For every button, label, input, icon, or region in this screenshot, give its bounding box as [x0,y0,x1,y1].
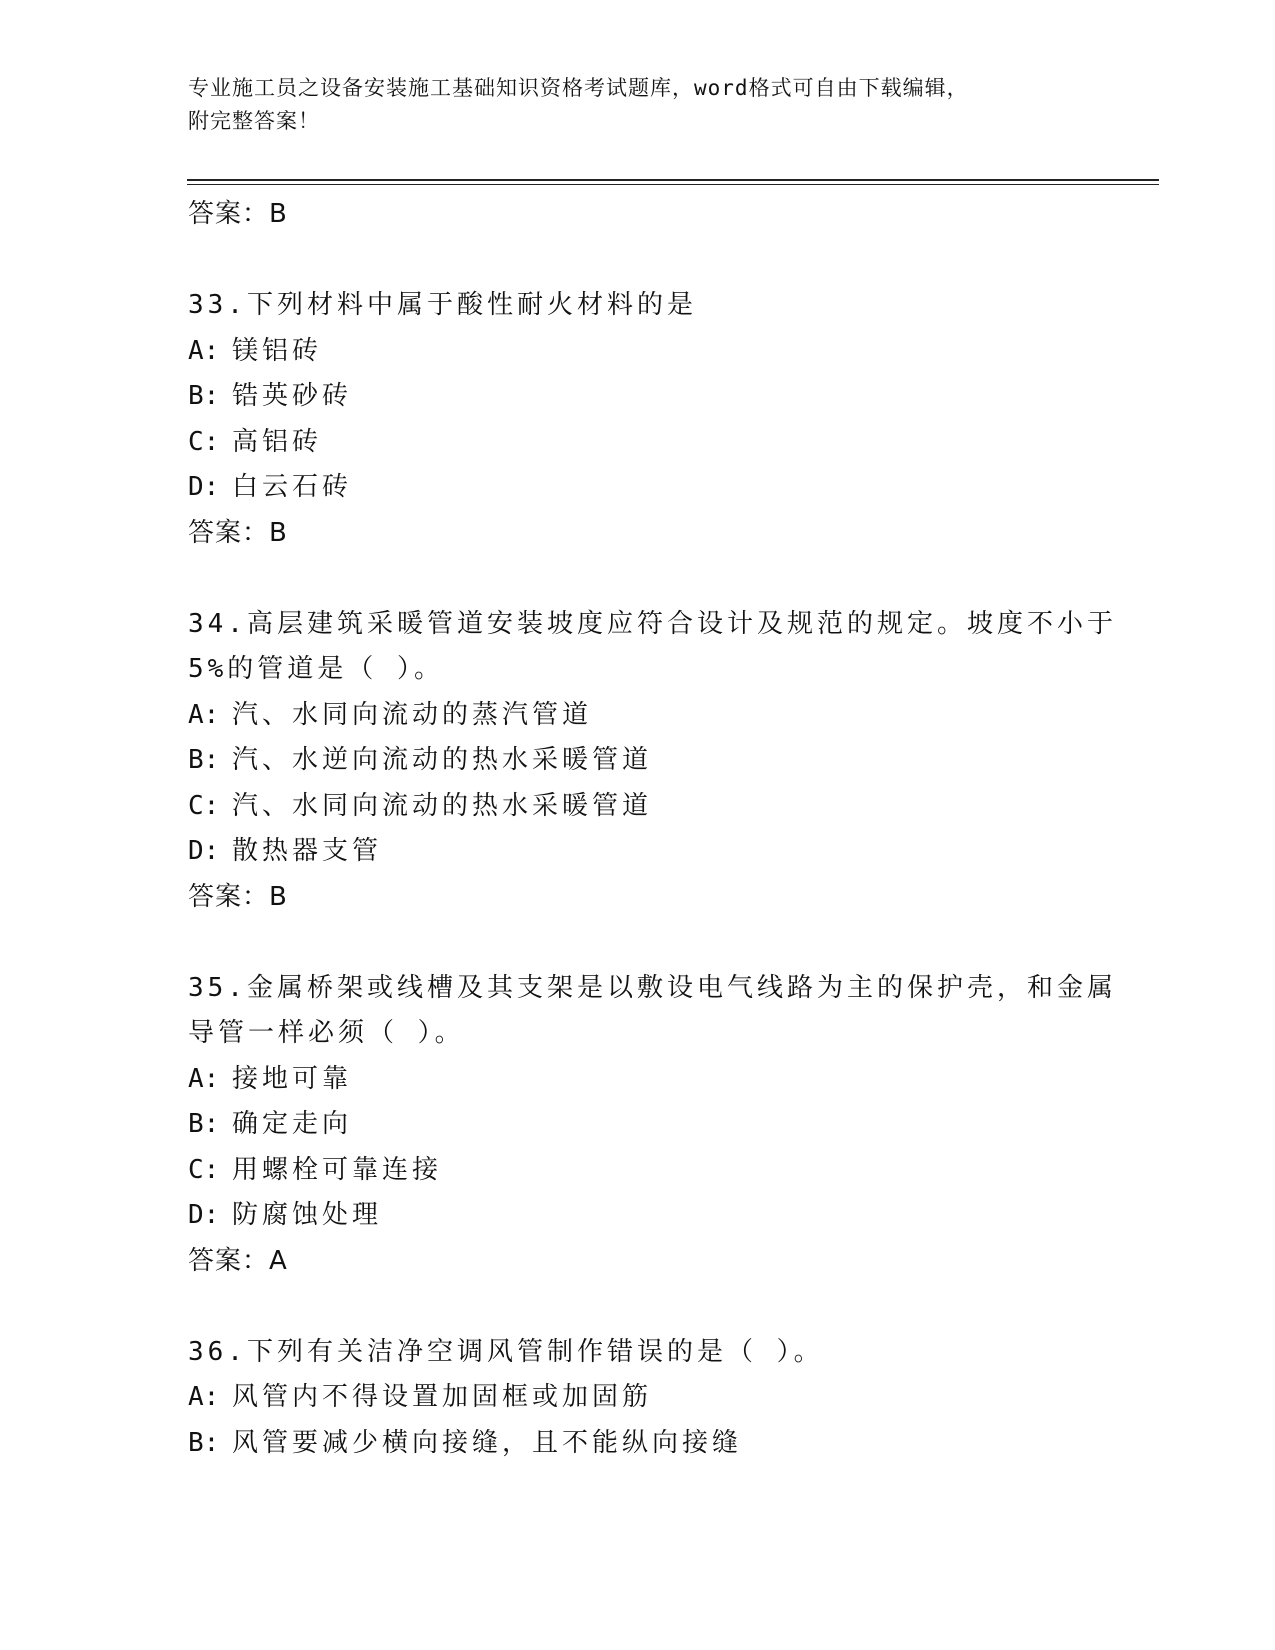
option-letter: D: [188,472,220,502]
option-text: 汽、水逆向流动的热水采暖管道 [232,745,653,775]
spacer [188,238,1088,284]
spacer [188,556,1088,602]
option-a [188,329,1088,375]
option-d [188,1193,1088,1239]
question-block [188,966,1117,1285]
option-a [188,1375,1088,1421]
option-text: 用螺栓可靠连接 [232,1154,443,1185]
question-stem: 34.高层建筑采暖管道安装坡度应符合设计及规范的规定。坡度不小于 [188,608,1117,639]
option-text: 风管内不得设置加固框或加固筋 [232,1382,653,1412]
question-block [188,602,1117,921]
option-a [188,1057,1088,1103]
header-line-1: 专业施工员之设备安装施工基础知识资格考试题库，word格式可自由下载编辑， [188,76,969,100]
option-text: 镁铝砖 [232,335,323,366]
option-text: 散热器支管 [232,836,383,866]
question-stem: 35.金属桥架或线槽及其支架是以敷设电气线路为主的保护壳，和金属 [188,972,1117,1003]
option-text: 防腐蚀处理 [232,1200,383,1230]
option-letter: A: [188,1063,220,1094]
question-list [188,192,1117,1466]
answer-line: 答案：B [188,517,288,548]
spacer [188,920,1088,966]
answer-line: 答案：B [188,881,288,912]
option-text: 风管要减少横向接缝，且不能纵向接缝 [232,1427,743,1458]
question-stem-continued: 导管一样必须（ ）。 [188,1018,465,1048]
option-letter: D: [188,836,220,866]
option-text: 确定走向 [232,1109,353,1139]
option-text: 白云石砖 [232,472,353,502]
option-letter: C: [188,426,220,457]
option-letter: A: [188,335,220,366]
document-header [188,72,1068,138]
option-letter: B: [188,1109,220,1139]
option-c [188,420,1088,466]
question-stem: 36.下列有关洁净空调风管制作错误的是（ ）。 [188,1336,824,1367]
option-text: 高铝砖 [232,426,323,457]
option-letter: C: [188,790,220,821]
option-d [188,829,1088,875]
option-b [188,1421,1088,1467]
option-text: 汽、水同向流动的热水采暖管道 [232,790,653,821]
answer-line: 答案：A [188,1245,288,1276]
option-letter: A: [188,699,220,730]
option-c [188,1148,1088,1194]
option-text: 汽、水同向流动的蒸汽管道 [232,699,593,730]
option-letter: B: [188,1427,220,1458]
option-letter: B: [188,745,220,775]
option-b [188,738,1088,784]
header-divider-thin [187,184,1159,185]
option-a [188,693,1088,739]
option-letter: C: [188,1154,220,1185]
option-text: 锆英砂砖 [232,381,353,411]
spacer [188,1284,1088,1330]
option-b [188,1102,1088,1148]
question-stem: 33.下列材料中属于酸性耐火材料的是 [188,290,697,320]
option-letter: D: [188,1200,220,1230]
question-block [188,1330,1088,1467]
option-letter: B: [188,381,220,411]
option-letter: A: [188,1382,220,1412]
question-stem-continued: 5%的管道是（ ）。 [188,654,444,684]
header-line-2: 附完整答案！ [188,109,320,133]
option-b [188,374,1088,420]
header-divider [187,179,1159,181]
question-block [188,283,1088,556]
option-text: 接地可靠 [232,1063,353,1094]
answer-line: 答案：B [188,199,288,229]
option-d [188,465,1088,511]
option-c [188,784,1088,830]
